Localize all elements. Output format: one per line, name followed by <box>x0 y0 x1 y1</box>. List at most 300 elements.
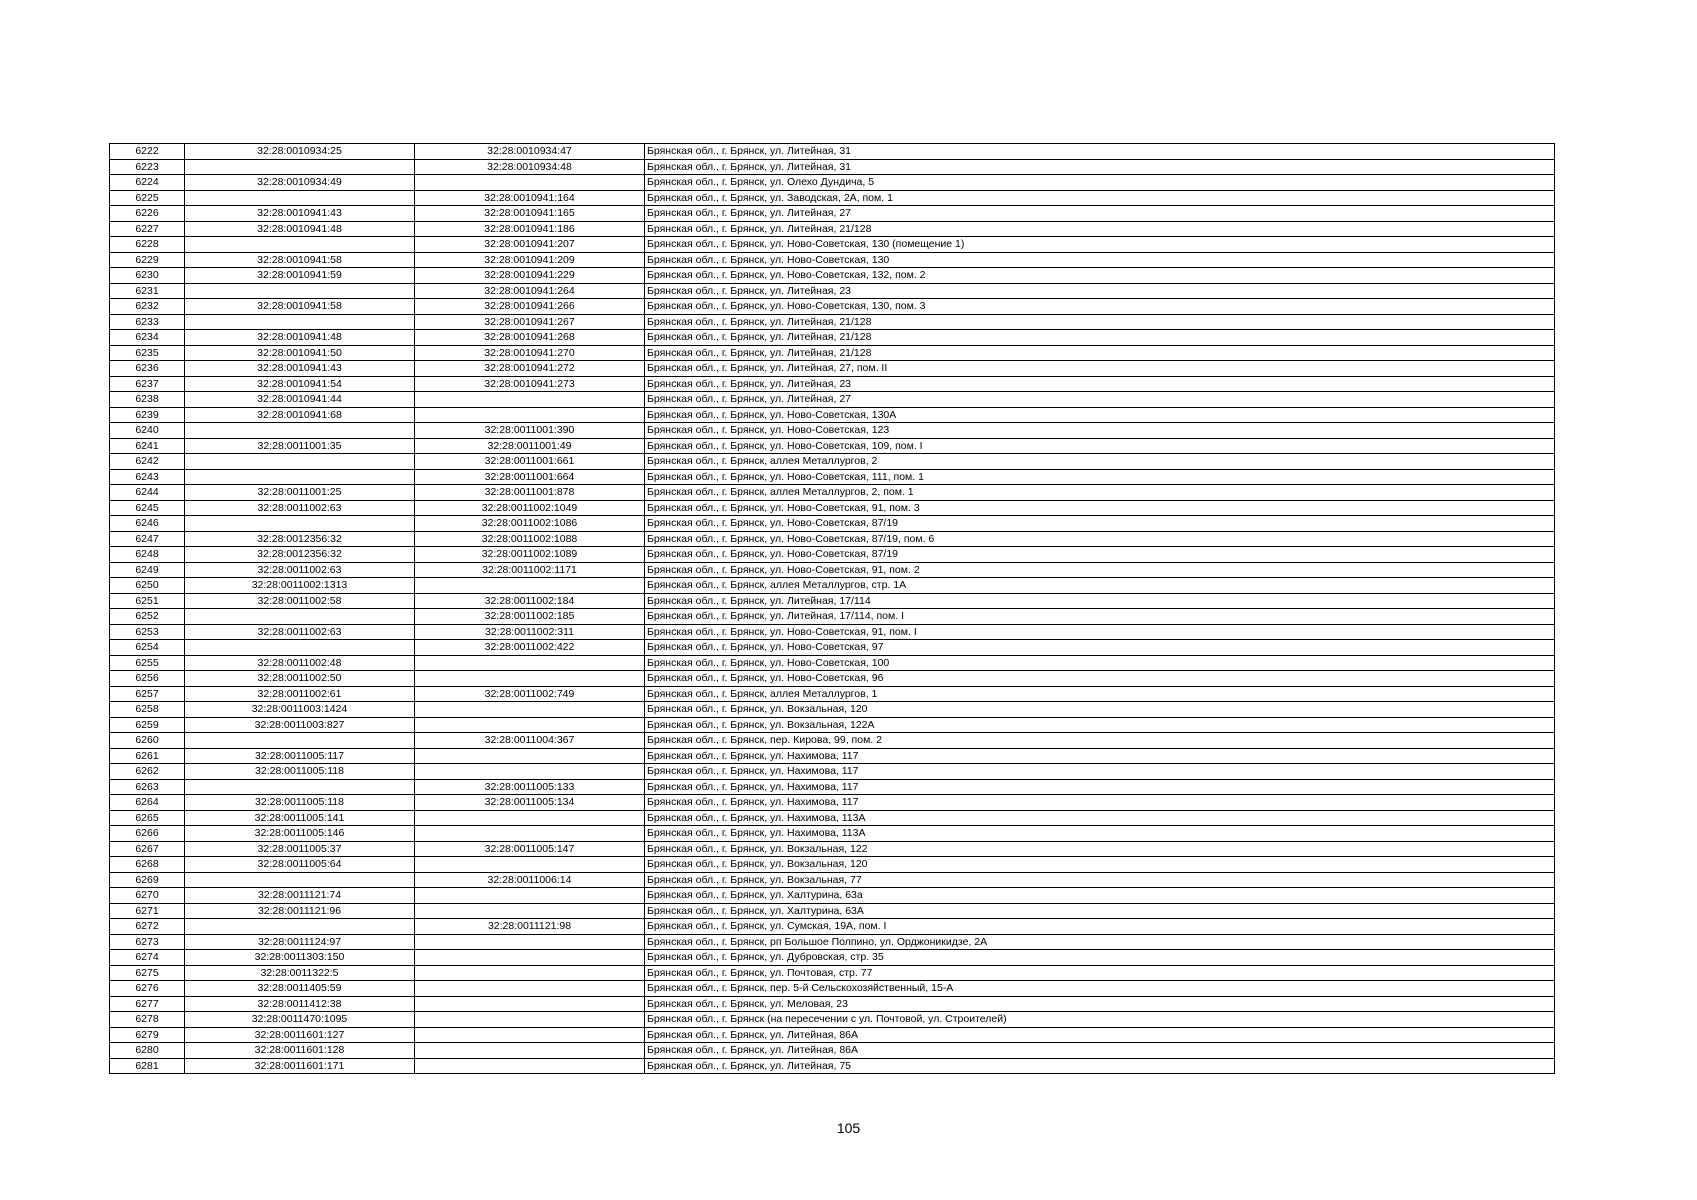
table-row <box>110 1012 1555 1028</box>
land-cadastral-number-cell <box>185 237 415 253</box>
row-number-cell: 6243 <box>110 469 185 485</box>
address-cell: Брянская обл., г. Брянск, ул. Литейная, 17/114 <box>645 593 1555 609</box>
row-number-cell: 6242 <box>110 454 185 470</box>
address-cell: Брянская обл., г. Брянск, ул. Литейная, 17/114, пом. I <box>645 609 1555 625</box>
land-cadastral-number-cell: 32:28:0011601:128 <box>185 1043 415 1059</box>
table-row <box>110 345 1555 361</box>
land-cadastral-number-cell: 32:28:0010941:43 <box>185 206 415 222</box>
address-cell: Брянская обл., г. Брянск, ул. Вокзальная, 120 <box>645 857 1555 873</box>
table-row <box>110 1027 1555 1043</box>
row-number-cell: 6257 <box>110 686 185 702</box>
building-cadastral-number-cell <box>415 950 645 966</box>
row-number-cell: 6223 <box>110 159 185 175</box>
address-cell: Брянская обл., г. Брянск, ул. Сумская, 19А, пом. I <box>645 919 1555 935</box>
land-cadastral-number-cell <box>185 454 415 470</box>
building-cadastral-number-cell <box>415 407 645 423</box>
address-cell: Брянская обл., г. Брянск, ул. Вокзальная, 120 <box>645 702 1555 718</box>
row-number-cell: 6263 <box>110 779 185 795</box>
row-number-cell: 6237 <box>110 376 185 392</box>
row-number-cell: 6241 <box>110 438 185 454</box>
address-cell: Брянская обл., г. Брянск, ул. Ново-Советская, 87/19 <box>645 547 1555 563</box>
land-cadastral-number-cell: 32:28:0011002:1313 <box>185 578 415 594</box>
table-row <box>110 1058 1555 1074</box>
building-cadastral-number-cell <box>415 671 645 687</box>
table-row <box>110 423 1555 439</box>
building-cadastral-number-cell: 32:28:0011002:749 <box>415 686 645 702</box>
address-cell: Брянская обл., г. Брянск, ул. Ново-Советская, 130 <box>645 252 1555 268</box>
address-cell: Брянская обл., г. Брянск, ул. Ново-Советская, 91, пом. I <box>645 624 1555 640</box>
table-row <box>110 283 1555 299</box>
land-cadastral-number-cell <box>185 733 415 749</box>
land-cadastral-number-cell: 32:28:0010941:44 <box>185 392 415 408</box>
address-cell: Брянская обл., г. Брянск, ул. Литейная, 86А <box>645 1027 1555 1043</box>
address-cell: Брянская обл., г. Брянск, ул. Литейная, 21/128 <box>645 345 1555 361</box>
building-cadastral-number-cell <box>415 702 645 718</box>
land-cadastral-number-cell: 32:28:0011005:141 <box>185 810 415 826</box>
building-cadastral-number-cell: 32:28:0010941:270 <box>415 345 645 361</box>
land-cadastral-number-cell <box>185 190 415 206</box>
address-cell: Брянская обл., г. Брянск, ул. Олехо Дундича, 5 <box>645 175 1555 191</box>
table-row <box>110 407 1555 423</box>
table-row <box>110 268 1555 284</box>
table-row <box>110 733 1555 749</box>
address-cell: Брянская обл., г. Брянск, ул. Нахимова, 117 <box>645 779 1555 795</box>
land-cadastral-number-cell <box>185 609 415 625</box>
table-row <box>110 996 1555 1012</box>
building-cadastral-number-cell: 32:28:0011002:1088 <box>415 531 645 547</box>
building-cadastral-number-cell: 32:28:0011002:185 <box>415 609 645 625</box>
address-cell: Брянская обл., г. Брянск, ул. Ново-Советская, 91, пом. 2 <box>645 562 1555 578</box>
table-row <box>110 624 1555 640</box>
building-cadastral-number-cell: 32:28:0010941:264 <box>415 283 645 299</box>
row-number-cell: 6247 <box>110 531 185 547</box>
table-row <box>110 206 1555 222</box>
table-row <box>110 857 1555 873</box>
table-row <box>110 578 1555 594</box>
table-row <box>110 175 1555 191</box>
land-cadastral-number-cell: 32:28:0011470:1095 <box>185 1012 415 1028</box>
table-row <box>110 531 1555 547</box>
land-cadastral-number-cell: 32:28:0010941:50 <box>185 345 415 361</box>
address-cell: Брянская обл., г. Брянск, ул. Ново-Советская, 97 <box>645 640 1555 656</box>
registry-table <box>109 143 1555 1074</box>
row-number-cell: 6279 <box>110 1027 185 1043</box>
building-cadastral-number-cell: 32:28:0010934:48 <box>415 159 645 175</box>
row-number-cell: 6276 <box>110 981 185 997</box>
row-number-cell: 6275 <box>110 965 185 981</box>
row-number-cell: 6255 <box>110 655 185 671</box>
address-cell: Брянская обл., г. Брянск, ул. Ново-Советская, 100 <box>645 655 1555 671</box>
land-cadastral-number-cell <box>185 640 415 656</box>
address-cell: Брянская обл., г. Брянск, ул. Литейная, 86А <box>645 1043 1555 1059</box>
land-cadastral-number-cell <box>185 314 415 330</box>
table-row <box>110 144 1555 160</box>
building-cadastral-number-cell: 32:28:0011002:1171 <box>415 562 645 578</box>
row-number-cell: 6266 <box>110 826 185 842</box>
row-number-cell: 6260 <box>110 733 185 749</box>
row-number-cell: 6227 <box>110 221 185 237</box>
row-number-cell: 6268 <box>110 857 185 873</box>
table-row <box>110 841 1555 857</box>
land-cadastral-number-cell: 32:28:0011003:1424 <box>185 702 415 718</box>
row-number-cell: 6272 <box>110 919 185 935</box>
table-row <box>110 903 1555 919</box>
address-cell: Брянская обл., г. Брянск, ул. Ново-Советская, 132, пом. 2 <box>645 268 1555 284</box>
address-cell: Брянская обл., г. Брянск, ул. Меловая, 23 <box>645 996 1555 1012</box>
land-cadastral-number-cell <box>185 469 415 485</box>
building-cadastral-number-cell: 32:28:0011002:1089 <box>415 547 645 563</box>
building-cadastral-number-cell: 32:28:0011001:390 <box>415 423 645 439</box>
building-cadastral-number-cell: 32:28:0010941:272 <box>415 361 645 377</box>
building-cadastral-number-cell <box>415 748 645 764</box>
table-row <box>110 221 1555 237</box>
table-row <box>110 779 1555 795</box>
address-cell: Брянская обл., г. Брянск, ул. Литейная, 31 <box>645 159 1555 175</box>
row-number-cell: 6233 <box>110 314 185 330</box>
building-cadastral-number-cell <box>415 764 645 780</box>
building-cadastral-number-cell <box>415 888 645 904</box>
building-cadastral-number-cell <box>415 655 645 671</box>
row-number-cell: 6244 <box>110 485 185 501</box>
table-row <box>110 717 1555 733</box>
building-cadastral-number-cell <box>415 392 645 408</box>
address-cell: Брянская обл., г. Брянск, аллея Металлургов, стр. 1А <box>645 578 1555 594</box>
row-number-cell: 6277 <box>110 996 185 1012</box>
row-number-cell: 6228 <box>110 237 185 253</box>
row-number-cell: 6258 <box>110 702 185 718</box>
land-cadastral-number-cell: 32:28:0011003:827 <box>185 717 415 733</box>
land-cadastral-number-cell: 32:28:0011601:127 <box>185 1027 415 1043</box>
table-row <box>110 888 1555 904</box>
address-cell: Брянская обл., г. Брянск, ул. Вокзальная, 122А <box>645 717 1555 733</box>
table-row <box>110 516 1555 532</box>
address-cell: Брянская обл., г. Брянск, ул. Вокзальная, 77 <box>645 872 1555 888</box>
land-cadastral-number-cell: 32:28:0011322:5 <box>185 965 415 981</box>
address-cell: Брянская обл., г. Брянск, ул. Ново-Советская, 109, пом. I <box>645 438 1555 454</box>
address-cell: Брянская обл., г. Брянск (на пересечении с ул. Почтовой, ул. Строителей) <box>645 1012 1555 1028</box>
building-cadastral-number-cell: 32:28:0010941:229 <box>415 268 645 284</box>
row-number-cell: 6256 <box>110 671 185 687</box>
table-row <box>110 981 1555 997</box>
table-row <box>110 562 1555 578</box>
building-cadastral-number-cell: 32:28:0010941:268 <box>415 330 645 346</box>
building-cadastral-number-cell: 32:28:0010941:164 <box>415 190 645 206</box>
land-cadastral-number-cell <box>185 283 415 299</box>
building-cadastral-number-cell: 32:28:0010941:209 <box>415 252 645 268</box>
table-row <box>110 485 1555 501</box>
land-cadastral-number-cell: 32:28:0010941:54 <box>185 376 415 392</box>
land-cadastral-number-cell: 32:28:0011412:38 <box>185 996 415 1012</box>
row-number-cell: 6280 <box>110 1043 185 1059</box>
building-cadastral-number-cell: 32:28:0011001:661 <box>415 454 645 470</box>
table-row <box>110 965 1555 981</box>
land-cadastral-number-cell: 32:28:0011002:50 <box>185 671 415 687</box>
address-cell: Брянская обл., г. Брянск, аллея Металлургов, 2, пом. 1 <box>645 485 1555 501</box>
row-number-cell: 6278 <box>110 1012 185 1028</box>
row-number-cell: 6264 <box>110 795 185 811</box>
building-cadastral-number-cell <box>415 1012 645 1028</box>
building-cadastral-number-cell <box>415 965 645 981</box>
table-row <box>110 795 1555 811</box>
table-row <box>110 950 1555 966</box>
land-cadastral-number-cell: 32:28:0011124:97 <box>185 934 415 950</box>
land-cadastral-number-cell: 32:28:0011005:117 <box>185 748 415 764</box>
table-row <box>110 919 1555 935</box>
building-cadastral-number-cell <box>415 810 645 826</box>
address-cell: Брянская обл., г. Брянск, ул. Литейная, 75 <box>645 1058 1555 1074</box>
row-number-cell: 6235 <box>110 345 185 361</box>
row-number-cell: 6239 <box>110 407 185 423</box>
building-cadastral-number-cell: 32:28:0011005:134 <box>415 795 645 811</box>
row-number-cell: 6232 <box>110 299 185 315</box>
address-cell: Брянская обл., г. Брянск, ул. Ново-Советская, 87/19 <box>645 516 1555 532</box>
address-cell: Брянская обл., г. Брянск, ул. Литейная, 23 <box>645 376 1555 392</box>
building-cadastral-number-cell: 32:28:0011002:311 <box>415 624 645 640</box>
land-cadastral-number-cell: 32:28:0011002:48 <box>185 655 415 671</box>
row-number-cell: 6236 <box>110 361 185 377</box>
table-row <box>110 237 1555 253</box>
land-cadastral-number-cell: 32:28:0010941:43 <box>185 361 415 377</box>
row-number-cell: 6234 <box>110 330 185 346</box>
building-cadastral-number-cell <box>415 1058 645 1074</box>
building-cadastral-number-cell: 32:28:0011001:49 <box>415 438 645 454</box>
row-number-cell: 6253 <box>110 624 185 640</box>
address-cell: Брянская обл., г. Брянск, ул. Ново-Советская, 87/19, пом. 6 <box>645 531 1555 547</box>
address-cell: Брянская обл., г. Брянск, ул. Халтурина, 63а <box>645 888 1555 904</box>
address-cell: Брянская обл., г. Брянск, пер. 5-й Сельскохозяйственный, 15-А <box>645 981 1555 997</box>
row-number-cell: 6281 <box>110 1058 185 1074</box>
address-cell: Брянская обл., г. Брянск, аллея Металлургов, 1 <box>645 686 1555 702</box>
table-row <box>110 655 1555 671</box>
land-cadastral-number-cell: 32:28:0011121:74 <box>185 888 415 904</box>
building-cadastral-number-cell <box>415 857 645 873</box>
building-cadastral-number-cell <box>415 1043 645 1059</box>
table-row <box>110 547 1555 563</box>
land-cadastral-number-cell: 32:28:0011001:35 <box>185 438 415 454</box>
land-cadastral-number-cell: 32:28:0010941:48 <box>185 330 415 346</box>
table-row <box>110 299 1555 315</box>
table-row <box>110 810 1555 826</box>
building-cadastral-number-cell: 32:28:0011121:98 <box>415 919 645 935</box>
row-number-cell: 6250 <box>110 578 185 594</box>
land-cadastral-number-cell: 32:28:0010941:58 <box>185 252 415 268</box>
building-cadastral-number-cell <box>415 934 645 950</box>
address-cell: Брянская обл., г. Брянск, ул. Ново-Советская, 130 (помещение 1) <box>645 237 1555 253</box>
land-cadastral-number-cell: 32:28:0011002:63 <box>185 624 415 640</box>
land-cadastral-number-cell <box>185 779 415 795</box>
address-cell: Брянская обл., г. Брянск, ул. Ново-Советская, 96 <box>645 671 1555 687</box>
row-number-cell: 6254 <box>110 640 185 656</box>
row-number-cell: 6273 <box>110 934 185 950</box>
address-cell: Брянская обл., г. Брянск, аллея Металлургов, 2 <box>645 454 1555 470</box>
table-row <box>110 872 1555 888</box>
land-cadastral-number-cell <box>185 423 415 439</box>
table-row <box>110 764 1555 780</box>
building-cadastral-number-cell <box>415 981 645 997</box>
land-cadastral-number-cell: 32:28:0011001:25 <box>185 485 415 501</box>
address-cell: Брянская обл., г. Брянск, ул. Ново-Советская, 130, пом. 3 <box>645 299 1555 315</box>
address-cell: Брянская обл., г. Брянск, ул. Заводская, 2А, пом. 1 <box>645 190 1555 206</box>
address-cell: Брянская обл., г. Брянск, ул. Ново-Советская, 130А <box>645 407 1555 423</box>
table-row <box>110 640 1555 656</box>
table-row <box>110 934 1555 950</box>
land-cadastral-number-cell: 32:28:0011005:37 <box>185 841 415 857</box>
row-number-cell: 6252 <box>110 609 185 625</box>
land-cadastral-number-cell: 32:28:0010934:49 <box>185 175 415 191</box>
table-row <box>110 702 1555 718</box>
building-cadastral-number-cell: 32:28:0011004:367 <box>415 733 645 749</box>
page-number: 105 <box>836 1120 861 1136</box>
building-cadastral-number-cell: 32:28:0011002:1049 <box>415 500 645 516</box>
land-cadastral-number-cell: 32:28:0010941:58 <box>185 299 415 315</box>
building-cadastral-number-cell: 32:28:0011001:664 <box>415 469 645 485</box>
table-row <box>110 438 1555 454</box>
row-number-cell: 6248 <box>110 547 185 563</box>
address-cell: Брянская обл., г. Брянск, ул. Литейная, 21/128 <box>645 314 1555 330</box>
land-cadastral-number-cell: 32:28:0011002:63 <box>185 500 415 516</box>
address-cell: Брянская обл., г. Брянск, ул. Литейная, 27 <box>645 392 1555 408</box>
land-cadastral-number-cell: 32:28:0011601:171 <box>185 1058 415 1074</box>
building-cadastral-number-cell <box>415 175 645 191</box>
building-cadastral-number-cell: 32:28:0011002:184 <box>415 593 645 609</box>
address-cell: Брянская обл., г. Брянск, ул. Нахимова, 113А <box>645 826 1555 842</box>
land-cadastral-number-cell <box>185 919 415 935</box>
table-row <box>110 159 1555 175</box>
building-cadastral-number-cell: 32:28:0010941:186 <box>415 221 645 237</box>
building-cadastral-number-cell <box>415 996 645 1012</box>
land-cadastral-number-cell: 32:28:0011405:59 <box>185 981 415 997</box>
address-cell: Брянская обл., г. Брянск, рп Большое Полпино, ул. Орджоникидзе, 2А <box>645 934 1555 950</box>
address-cell: Брянская обл., г. Брянск, ул. Халтурина, 63А <box>645 903 1555 919</box>
building-cadastral-number-cell: 32:28:0010941:267 <box>415 314 645 330</box>
table-row <box>110 826 1555 842</box>
table-row <box>110 593 1555 609</box>
address-cell: Брянская обл., г. Брянск, ул. Дубровская, стр. 35 <box>645 950 1555 966</box>
land-cadastral-number-cell: 32:28:0010941:48 <box>185 221 415 237</box>
address-cell: Брянская обл., г. Брянск, ул. Вокзальная, 122 <box>645 841 1555 857</box>
land-cadastral-number-cell: 32:28:0011002:63 <box>185 562 415 578</box>
land-cadastral-number-cell: 32:28:0011002:58 <box>185 593 415 609</box>
table-row <box>110 469 1555 485</box>
building-cadastral-number-cell: 32:28:0010941:266 <box>415 299 645 315</box>
address-cell: Брянская обл., г. Брянск, ул. Литейная, 21/128 <box>645 221 1555 237</box>
registry-table-body <box>110 144 1555 1074</box>
building-cadastral-number-cell: 32:28:0010941:207 <box>415 237 645 253</box>
row-number-cell: 6231 <box>110 283 185 299</box>
table-row <box>110 314 1555 330</box>
land-cadastral-number-cell: 32:28:0010941:68 <box>185 407 415 423</box>
building-cadastral-number-cell <box>415 717 645 733</box>
address-cell: Брянская обл., г. Брянск, ул. Ново-Советская, 111, пом. 1 <box>645 469 1555 485</box>
table-row <box>110 500 1555 516</box>
row-number-cell: 6238 <box>110 392 185 408</box>
land-cadastral-number-cell: 32:28:0011002:61 <box>185 686 415 702</box>
row-number-cell: 6262 <box>110 764 185 780</box>
building-cadastral-number-cell <box>415 578 645 594</box>
row-number-cell: 6251 <box>110 593 185 609</box>
land-cadastral-number-cell: 32:28:0011005:118 <box>185 764 415 780</box>
address-cell: Брянская обл., г. Брянск, ул. Нахимова, 117 <box>645 748 1555 764</box>
table-row <box>110 1043 1555 1059</box>
table-row <box>110 454 1555 470</box>
address-cell: Брянская обл., г. Брянск, ул. Литейная, 23 <box>645 283 1555 299</box>
address-cell: Брянская обл., г. Брянск, ул. Ново-Советская, 123 <box>645 423 1555 439</box>
table-row <box>110 330 1555 346</box>
building-cadastral-number-cell: 32:28:0011005:147 <box>415 841 645 857</box>
land-cadastral-number-cell <box>185 872 415 888</box>
address-cell: Брянская обл., г. Брянск, ул. Литейная, 31 <box>645 144 1555 160</box>
address-cell: Брянская обл., г. Брянск, ул. Литейная, 21/128 <box>645 330 1555 346</box>
row-number-cell: 6270 <box>110 888 185 904</box>
row-number-cell: 6274 <box>110 950 185 966</box>
land-cadastral-number-cell: 32:28:0010934:25 <box>185 144 415 160</box>
land-cadastral-number-cell: 32:28:0011005:118 <box>185 795 415 811</box>
land-cadastral-number-cell <box>185 516 415 532</box>
address-cell: Брянская обл., г. Брянск, ул. Нахимова, 117 <box>645 764 1555 780</box>
address-cell: Брянская обл., г. Брянск, ул. Литейная, 27 <box>645 206 1555 222</box>
building-cadastral-number-cell <box>415 903 645 919</box>
building-cadastral-number-cell <box>415 826 645 842</box>
table-row <box>110 252 1555 268</box>
land-cadastral-number-cell: 32:28:0011121:96 <box>185 903 415 919</box>
table-row <box>110 190 1555 206</box>
address-cell: Брянская обл., г. Брянск, ул. Ново-Советская, 91, пом. 3 <box>645 500 1555 516</box>
address-cell: Брянская обл., г. Брянск, ул. Нахимова, 117 <box>645 795 1555 811</box>
address-cell: Брянская обл., г. Брянск, ул. Литейная, 27, пом. II <box>645 361 1555 377</box>
building-cadastral-number-cell: 32:28:0011001:878 <box>415 485 645 501</box>
row-number-cell: 6265 <box>110 810 185 826</box>
building-cadastral-number-cell: 32:28:0011002:1086 <box>415 516 645 532</box>
land-cadastral-number-cell: 32:28:0012356:32 <box>185 547 415 563</box>
row-number-cell: 6261 <box>110 748 185 764</box>
row-number-cell: 6246 <box>110 516 185 532</box>
building-cadastral-number-cell: 32:28:0010941:273 <box>415 376 645 392</box>
row-number-cell: 6224 <box>110 175 185 191</box>
building-cadastral-number-cell <box>415 1027 645 1043</box>
building-cadastral-number-cell: 32:28:0010941:165 <box>415 206 645 222</box>
table-row <box>110 376 1555 392</box>
building-cadastral-number-cell: 32:28:0011006:14 <box>415 872 645 888</box>
address-cell: Брянская обл., г. Брянск, ул. Почтовая, стр. 77 <box>645 965 1555 981</box>
row-number-cell: 6271 <box>110 903 185 919</box>
building-cadastral-number-cell: 32:28:0011002:422 <box>415 640 645 656</box>
row-number-cell: 6225 <box>110 190 185 206</box>
land-cadastral-number-cell: 32:28:0011005:146 <box>185 826 415 842</box>
table-row <box>110 392 1555 408</box>
row-number-cell: 6226 <box>110 206 185 222</box>
row-number-cell: 6259 <box>110 717 185 733</box>
row-number-cell: 6249 <box>110 562 185 578</box>
address-cell: Брянская обл., г. Брянск, ул. Нахимова, 113А <box>645 810 1555 826</box>
row-number-cell: 6269 <box>110 872 185 888</box>
building-cadastral-number-cell: 32:28:0010934:47 <box>415 144 645 160</box>
row-number-cell: 6222 <box>110 144 185 160</box>
table-row <box>110 748 1555 764</box>
land-cadastral-number-cell: 32:28:0012356:32 <box>185 531 415 547</box>
table-row <box>110 361 1555 377</box>
address-cell: Брянская обл., г. Брянск, пер. Кирова, 99, пом. 2 <box>645 733 1555 749</box>
row-number-cell: 6245 <box>110 500 185 516</box>
table-row <box>110 609 1555 625</box>
land-cadastral-number-cell: 32:28:0010941:59 <box>185 268 415 284</box>
table-row <box>110 686 1555 702</box>
building-cadastral-number-cell: 32:28:0011005:133 <box>415 779 645 795</box>
land-cadastral-number-cell <box>185 159 415 175</box>
row-number-cell: 6229 <box>110 252 185 268</box>
land-cadastral-number-cell: 32:28:0011303:150 <box>185 950 415 966</box>
land-cadastral-number-cell: 32:28:0011005:64 <box>185 857 415 873</box>
table-row <box>110 671 1555 687</box>
